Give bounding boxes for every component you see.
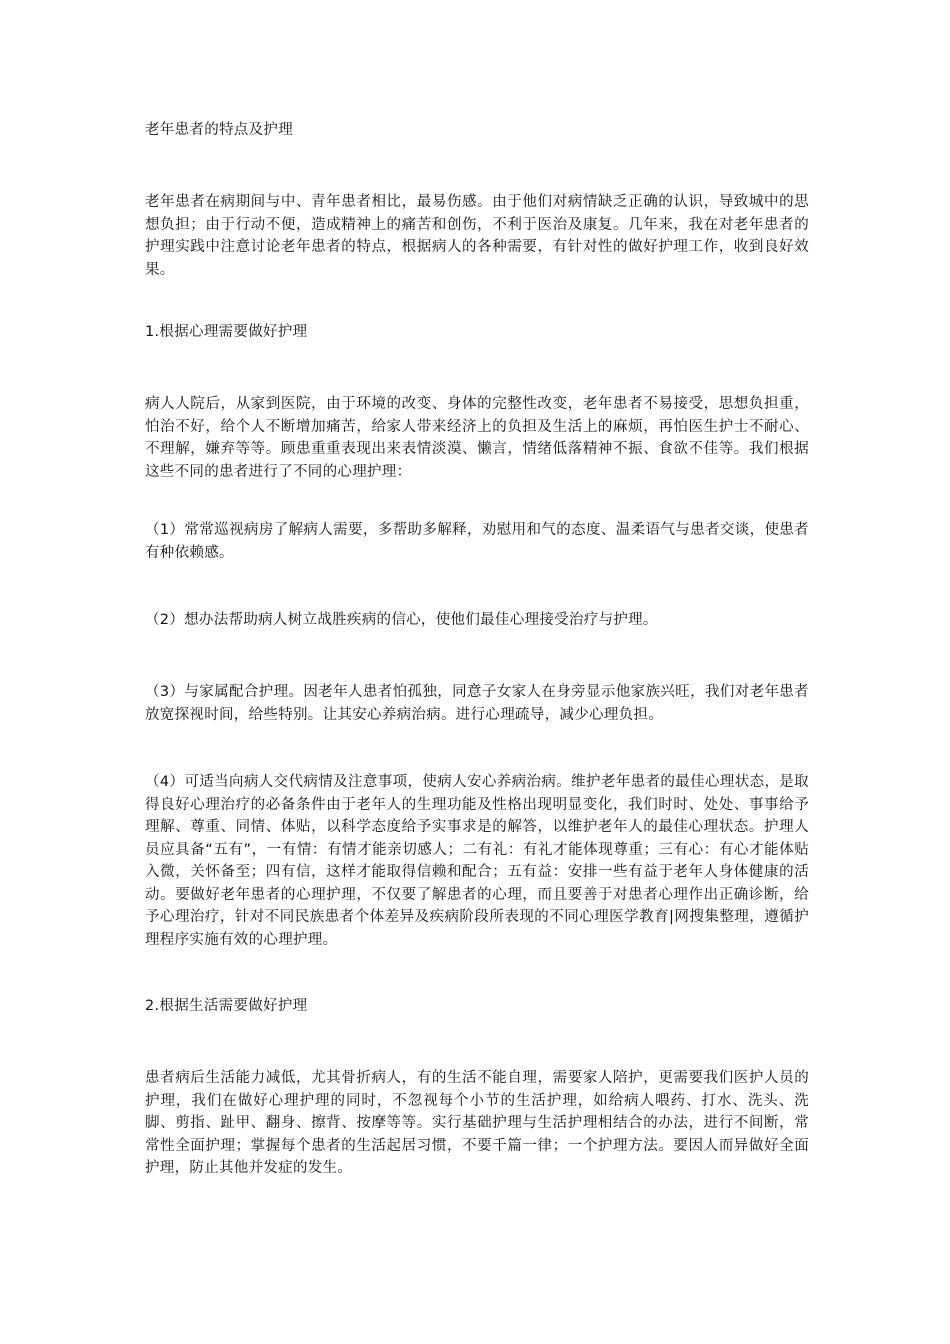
section-1-paragraph: 病人人院后，从家到医院，由于环境的改变、身体的完整性改变，老年患者不易接受，思想负担重，怕治不好，给个人不断增加痛苦，给家人带来经济上的负担及生活上的麻烦，再怕医生护士不耐心、不理解，嫌弃等等。顾患重重表现出来表情淡漠、懒言，情绪低落精神不振、食欲不佳等。我们根据这些不同的患者进行了不同的心理护理： — [145, 396, 809, 480]
section-2-paragraph: 患者病后生活能力减低，尤其骨折病人，有的生活不能自理，需要家人陪护，更需要我们医护人员的护理，我们在做好心理护理的同时，不忽视每个小节的生活护理，如给病人喂药、打水、洗头、洗脚、剪指、趾甲、翻身、擦背、按摩等等。实行基础护理与生活护理相结合的办法，进行不间断，常常性全面护理；掌握每个患者的生活起居习惯，不要千篇一律；一个护理方法。要因人而异做好全面护理，防止其他并发症的发生。 — [145, 1070, 809, 1176]
document-title: 老年患者的特点及护理 — [145, 122, 293, 138]
intro-paragraph: 老年患者在病期间与中、青年患者相比，最易伤感。由于他们对病情缺乏正确的认识，导致城中的思想负担；由于行动不便，造成精神上的痛苦和创伤，不利于医治及康复。几年来，我在对老年患者的护理实践中注意讨论老年患者的特点，根据病人的各种需要，有针对性的做好护理工作，收到良好效果。 — [145, 194, 809, 278]
list-item-3: （3）与家属配合护理。因老年人患者怕孤独，同意子女家人在身旁显示他家族兴旺，我们对老年患者放宽探视时间，给些特别。让其安心养病治病。进行心理疏导，减少心理负担。 — [145, 684, 809, 723]
section-2-heading: 2.根据生活需要做好护理 — [145, 998, 308, 1014]
list-item-2: （2）想办法帮助病人树立战胜疾病的信心，使他们最佳心理接受治疗与护理。 — [145, 612, 658, 628]
list-item-1: （1）常常巡视病房了解病人需要，多帮助多解释，劝慰用和气的态度、温柔语气与患者交谈，使患者有种依赖感。 — [145, 522, 809, 561]
section-1-heading: 1.根据心理需要做好护理 — [145, 324, 308, 340]
list-item-4: （4）可适当向病人交代病情及注意事项，使病人安心养病治病。维护老年患者的最佳心理状态，是取得良好心理治疗的必备条件由于老年人的生理功能及性格出现明显变化，我们时时、处处、事事给予理解、尊重、同情、体贴，以科学态度给予实事求是的解答，以维护老年人的最佳心理状态。护理人员应具备“五有”，一有情：有情才能亲切感人；二有礼：有礼才能体现尊重；三有心：有心才能体贴入微，关怀备至；四有信，这样才能取得信赖和配合；五有益：安排一些有益于老年人身体健康的活动。要做好老年患者的心理护理，不仅要了解患者的心理，而且要善于对患者心理作出正确诊断，给予心理治疗，针对不同民族患者个体差异及疾病阶段所表现的不同心理医学教育|网搜集整理，遵循护理程序实施有效的心理护理。 — [145, 774, 809, 948]
